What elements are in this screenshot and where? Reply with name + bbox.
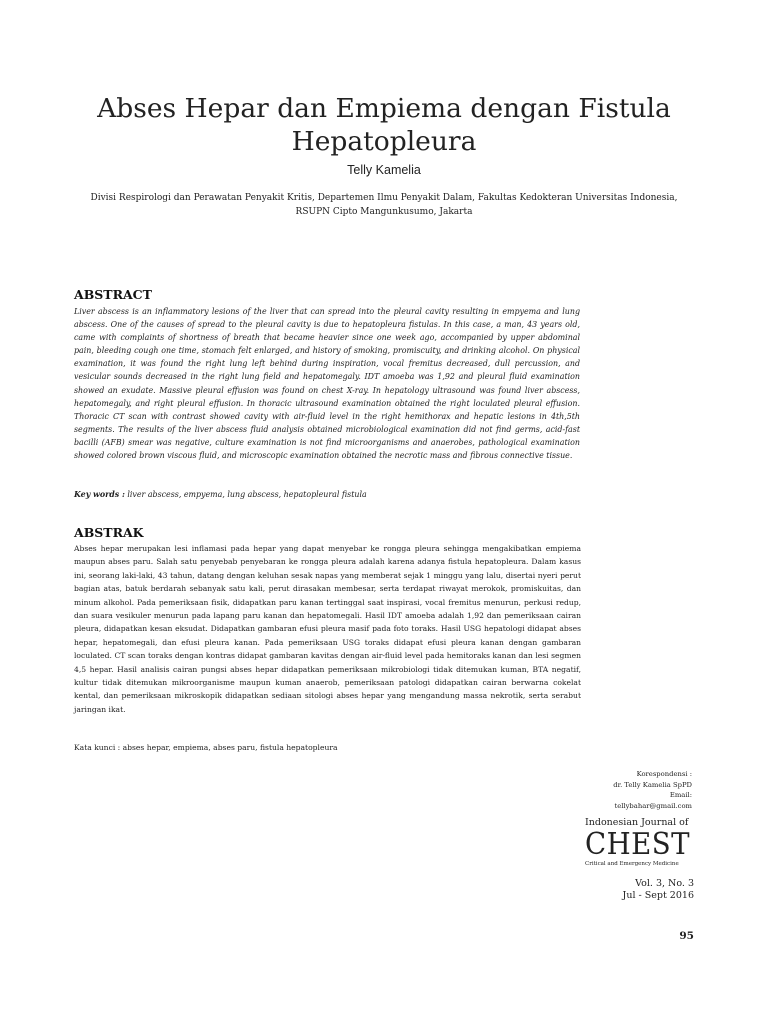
correspondence-label: Korespondensi :	[636, 770, 692, 778]
journal-name: Indonesian Journal of	[585, 817, 689, 828]
keywords	[74, 490, 580, 499]
page-number: 95	[679, 930, 694, 942]
journal-subtitle: Critical and Emergency Medicine	[585, 861, 679, 867]
abstrak-heading: ABSTRAK	[74, 525, 144, 540]
journal-issue-date: Jul - Sept 2016	[622, 890, 694, 901]
abstract-body: Liver abscess is an inflammatory lesions of the liver that can spread into the pleural cavity resulting in empyema and lung abscess. One of the causes of spread to the pleural cavity is due to hepatopleura fistulas. In this case, a man, 43 years old, came with complaints of shortness of breath that became heavier since one week ago, accompanied by upper abdominal pain, bleeding cough one time, stomach felt enlarged, and history of smoking, promiscuity, and drinking alcohol. On physical examination, it was found the right lung left behind during inspiration, vocal fremitus decreased, dull percussion, and vesicular sounds decreased in the right lung field and hepatomegaly. IDT amoeba was 1,92 and pleural fluid examination showed an exudate. Massive pleural effusion was found on chest X-ray. In hepatology ultrasound was found liver abscess, hepatomegaly, and right pleural effusion. In thoracic ultrasound examination obtained the right loculated pleural effusion. Thoracic CT scan with contrast showed cavity with air-fluid level in the right hemithorax and hepatic lesions in 4th,5th segments. The results of the liver abscess fluid analysis obtained microbiological examination did not find germs, acid-fast bacilli (AFB) smear was negative, culture examination is not find microorganisms and anaerobes, pathological examination showed colored brown viscous fluid, and microscopic examination obtained the necrotic mass and fibrous connective tissue.	[74, 307, 580, 461]
correspondence	[613, 769, 692, 811]
affiliation-line-1: Divisi Respirologi dan Perawatan Penyakit Kritis, Departemen Ilmu Penyakit Dalam, Fakultas Kedokteran Universitas Indonesia,	[90, 193, 678, 203]
author-name: Telly Kamelia	[347, 163, 421, 177]
keywords-label: Key words :	[74, 490, 125, 499]
abstract-heading: ABSTRACT	[74, 287, 152, 302]
affiliation	[60, 191, 708, 219]
correspondence-email: tellybahar@gmail.com	[614, 801, 692, 810]
kata-kunci: Kata kunci : abses hepar, empiema, abses paru, fistula hepatopleura	[74, 743, 338, 752]
volume-info	[623, 878, 694, 902]
affiliation-line-2: RSUPN Cipto Mangunkusumo, Jakarta	[295, 207, 473, 217]
keywords-text: liver abscess, empyema, lung abscess, hepatopleural fistula	[124, 490, 367, 499]
correspondence-email-label: Email:	[669, 791, 692, 800]
article-title: Abses Hepar dan Empiema dengan Fistula Hepatopleura	[97, 93, 671, 157]
correspondence-name: dr. Telly Kamelia SpPD	[613, 780, 692, 789]
journal-brand: CHEST	[585, 827, 690, 862]
journal-logo	[585, 817, 695, 867]
journal-volume: Vol. 3, No. 3	[635, 878, 694, 889]
abstrak-body: Abses hepar merupakan lesi inflamasi pada hepar yang dapat menyebar ke rongga pleura sehingga mengakibatkan empiema maupun abses paru. Salah satu penyebab penyebaran ke rongga pleura adalah karena adanya fistula hepatopleura. Dalam kasus ini, seorang laki-laki, 43 tahun, datang dengan keluhan sesak napas yang memberat sejak 1 minggu yang lalu, disertai nyeri perut bagian atas, batuk berdarah sebanyak satu kali, perut dirasakan membesar, serta terdapat riwayat merokok, promiskuitas, dan minum alkohol. Pada pemeriksaan fisik, didapatkan paru kanan tertinggal saat inspirasi, vocal fremitus menurun, perkusi redup, dan suara vesikuler menurun pada lapang paru kanan dan hepatomegali. Hasil IDT amoeba adalah 1,92 dan pemeriksaan cairan pleura, didapatkan kesan eksudat. Didapatkan gambaran efusi pleura masif pada foto toraks. Hasil USG hepatologi didapat abses hepar, hepatomegali, dan efusi pleura kanan. Pada pemeriksaan USG toraks didapat efusi pleura kanan dengan gambaran loculated. CT scan toraks dengan kontras didapat gambaran kavitas dengan air-fluid level pada hemitoraks kanan dan lesi segmen 4,5 hepar. Hasil analisis cairan pungsi abses hepar didapatkan pemeriksaan mikrobiologi tidak ditemukan kuman, BTA negatif, kultur tidak ditemukan mikroorganisme maupun kuman anaerob, pemeriksaan patologi didapatkan cairan berwarna cokelat kental, dan pemeriksaan mikroskopik didapatkan sediaan sitologi abses hepar yang mengandung massa nekrotik, serta serabut jaringan ikat.	[74, 544, 581, 714]
